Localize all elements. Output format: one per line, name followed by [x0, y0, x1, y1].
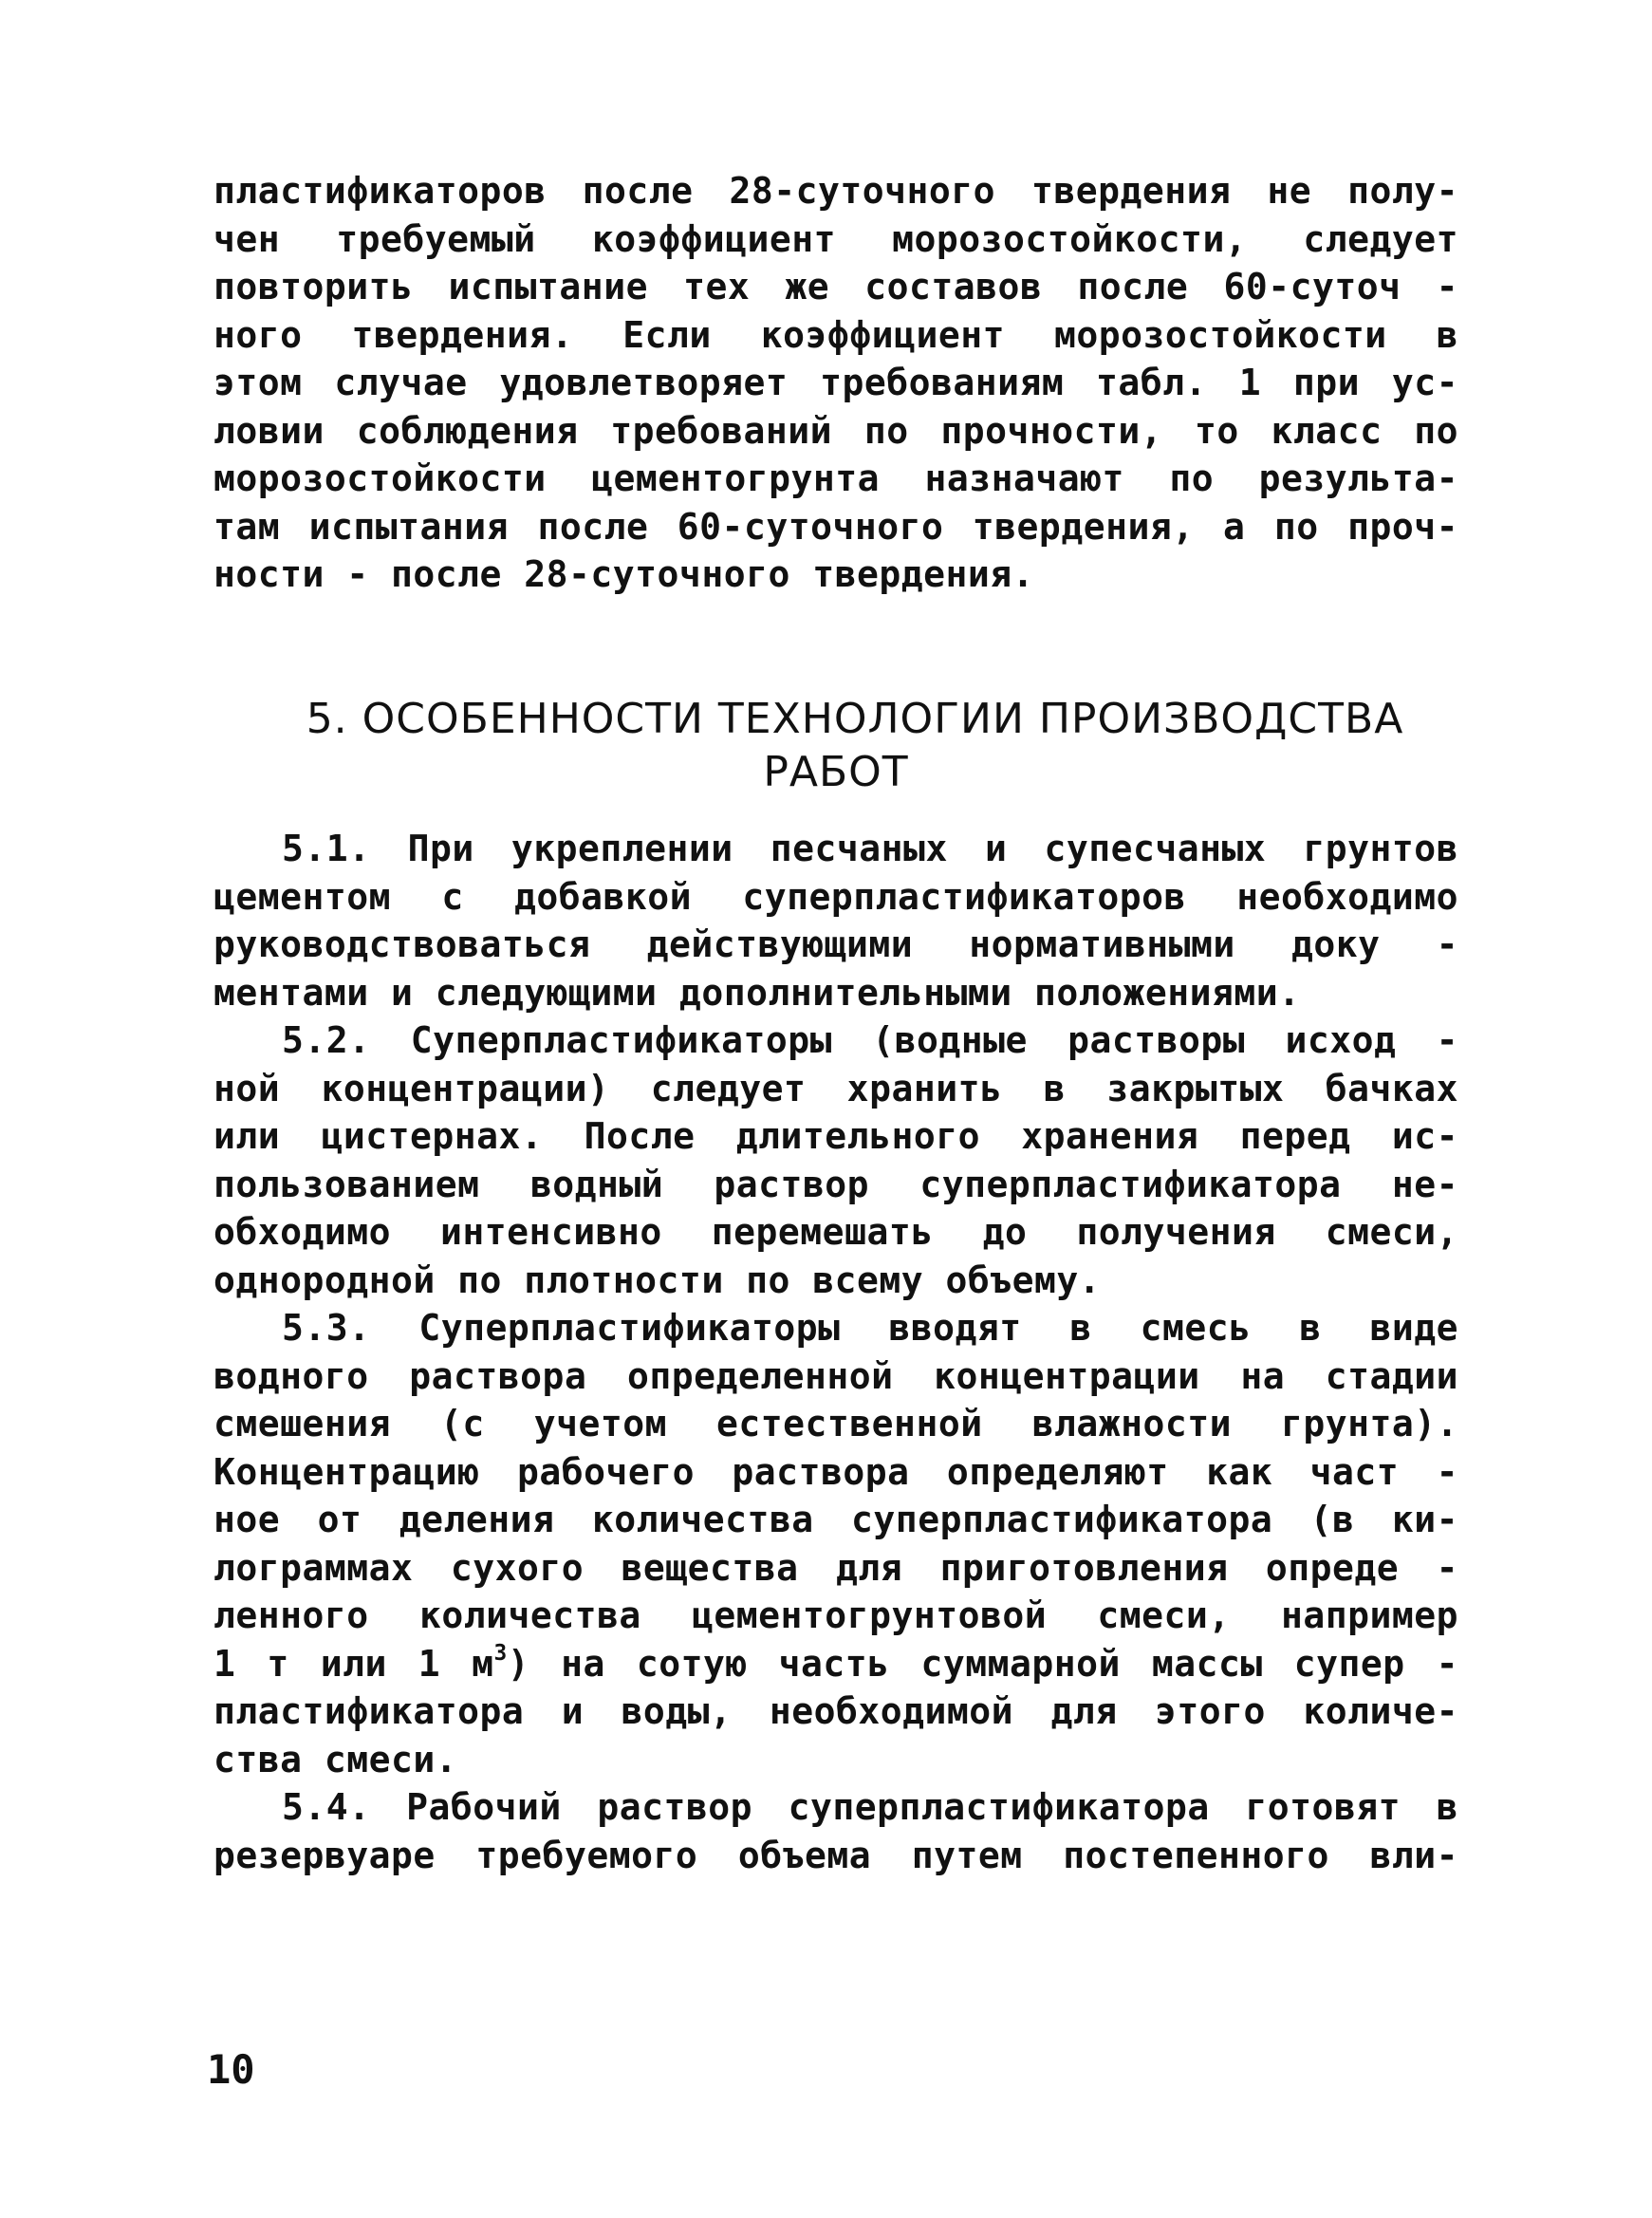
text-line: морозостойкости цементогрунта назначают по результа-: [213, 457, 1458, 499]
text-line: повторить испытание тех же составов после 60-суточ -: [213, 266, 1458, 308]
section-body: [213, 825, 1458, 1879]
paragraph-5-1-line: 5.1. При укреплении песчаных и супесчаных грунтов: [282, 828, 1458, 869]
text-line: ности - после 28-суточного твердения.: [213, 553, 1034, 595]
superscript: 3: [493, 1640, 508, 1666]
paragraph-5-3-line: ленного количества цементогрунтовой смеси, например: [213, 1594, 1458, 1636]
paragraph-5-2-line: ной концентрации) следует хранить в закрытых бачках: [213, 1067, 1458, 1109]
paragraph-5-3-line: пластификатора и воды, необходимой для этого количе-: [213, 1690, 1458, 1732]
paragraph-5-1-line: ментами и следующими дополнительными положениями.: [213, 971, 1301, 1014]
paragraph-5-4-line: резервуаре требуемого объема путем постепенного вли-: [213, 1834, 1458, 1876]
paragraph-5-1-line: цементом с добавкой суперпластификаторов необходимо: [213, 875, 1458, 918]
line-head: 1 т или 1 м: [213, 1642, 494, 1685]
page-number: 10: [207, 2046, 255, 2093]
text-line: этом случае удовлетворяет требованиям табл. 1 при ус-: [213, 362, 1458, 403]
section-heading-line-1: 5. ОСОБЕННОСТИ ТЕХНОЛОГИИ ПРОИЗВОДСТВА: [306, 695, 1404, 743]
paragraph-5-3-line: Концентрацию рабочего раствора определяют как част -: [213, 1450, 1458, 1493]
text-line: пластификаторов после 28-суточного твердения не полу-: [213, 170, 1458, 212]
text-line: чен требуемый коэффициент морозостойкости, следует: [213, 217, 1458, 260]
section-heading: [213, 693, 1458, 799]
paragraph-5-1-line: руководствоваться действующими нормативными доку -: [213, 923, 1458, 965]
top-paragraph: [213, 167, 1458, 599]
paragraph-5-3-line: водного раствора определенной концентрации на стадии: [213, 1354, 1458, 1397]
paragraph-5-3-line: ства смеси.: [213, 1738, 458, 1780]
text-line: ловии соблюдения требований по прочности, то класс по: [213, 409, 1458, 452]
paragraph-5-4-line: 5.4. Рабочий раствор суперпластификатора готовят в: [282, 1786, 1458, 1828]
paragraph-5-3-line: 5.3. Суперпластификаторы вводят в смесь в виде: [282, 1307, 1458, 1349]
paragraph-5-2-line: обходимо интенсивно перемешать до получения смеси,: [213, 1211, 1458, 1253]
text-line: ного твердения. Если коэффициент морозостойкости в: [213, 313, 1458, 356]
paragraph-5-3-line: смешения (с учетом естественной влажности грунта).: [213, 1403, 1458, 1444]
paragraph-5-3-line: лограммах сухого вещества для приготовления опреде -: [213, 1546, 1458, 1589]
paragraph-5-2-line: пользованием водный раствор суперпластификатора не-: [213, 1163, 1458, 1205]
paragraph-5-3-line-with-superscript: [213, 1640, 1458, 1688]
paragraph-5-2-line: 5.2. Суперпластификаторы (водные растворы исход -: [282, 1019, 1458, 1061]
paragraph-5-2-line: или цистернах. После длительного хранения перед ис-: [213, 1115, 1458, 1157]
paragraph-5-2-line: однородной по плотности по всему объему.: [213, 1258, 1102, 1301]
section-heading-line-2: РАБОТ: [763, 748, 909, 796]
text-line: там испытания после 60-суточного твердения, а по проч-: [213, 505, 1458, 548]
paragraph-5-3-line: ное от деления количества суперпластификатора (в ки-: [213, 1499, 1458, 1540]
line-tail: ) на сотую часть суммарной массы супер -: [507, 1642, 1458, 1685]
